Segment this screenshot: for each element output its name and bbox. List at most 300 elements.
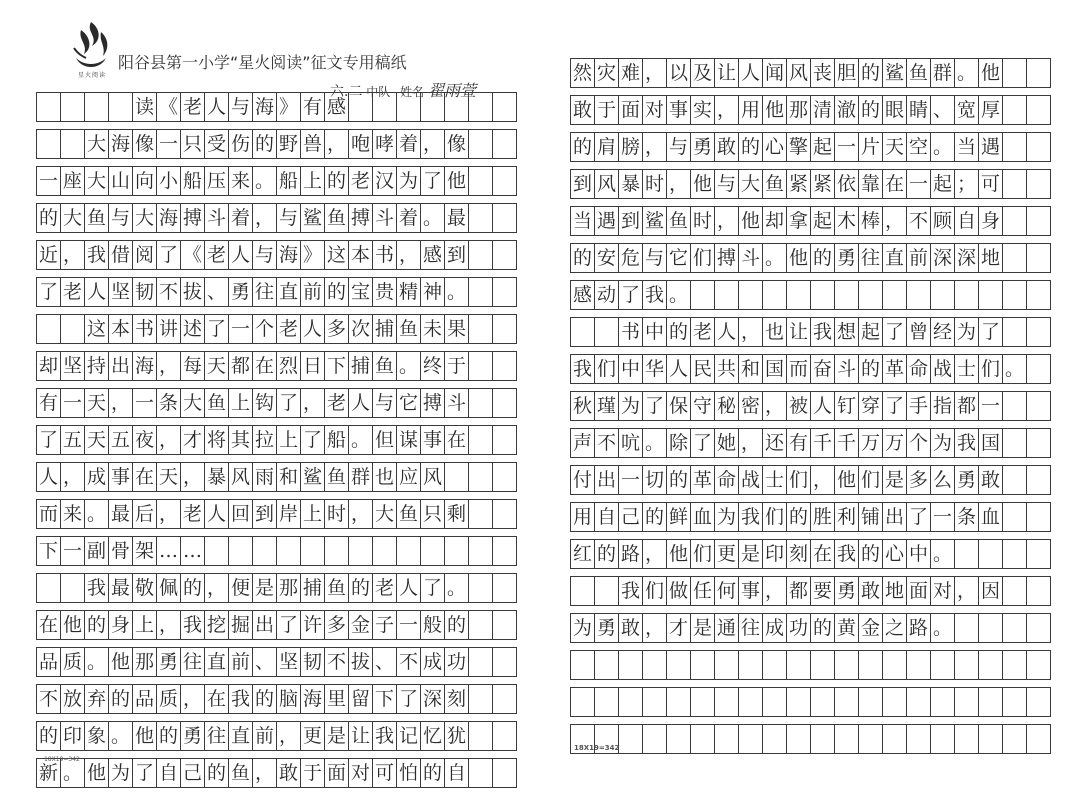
grid-cell: 老 <box>349 166 373 196</box>
grid-cell <box>469 721 493 751</box>
grid-cell <box>643 687 667 717</box>
grid-cell: ， <box>157 425 181 455</box>
grid-cell: 于 <box>445 351 469 381</box>
manuscript-row <box>570 280 1051 310</box>
grid-cell: 是 <box>883 465 907 495</box>
grid-cell <box>61 129 85 159</box>
grid-cell: 的 <box>643 502 667 532</box>
grid-cell <box>469 647 493 677</box>
grid-cell: 擎 <box>787 132 811 162</box>
grid-cell: 的 <box>787 502 811 532</box>
grid-cell <box>493 425 517 455</box>
grid-cell <box>1003 502 1027 532</box>
grid-cell <box>61 573 85 603</box>
grid-cell: 声 <box>571 428 595 458</box>
grid-cell: 经 <box>931 317 955 347</box>
grid-cell: 的 <box>667 317 691 347</box>
grid-cell: 为 <box>931 428 955 458</box>
grid-cell: 时 <box>643 169 667 199</box>
grid-cell: 鱼 <box>325 203 349 233</box>
grid-cell: 子 <box>373 610 397 640</box>
grid-cell: 近 <box>37 240 61 270</box>
grid-cell: 了 <box>619 280 643 310</box>
grid-cell: 胜 <box>811 502 835 532</box>
grid-cell: 们 <box>691 539 715 569</box>
grid-cell <box>979 650 1003 680</box>
grid-cell: 搏 <box>181 203 205 233</box>
manuscript-row <box>36 314 517 344</box>
grid-cell: 了 <box>277 388 301 418</box>
grid-cell <box>739 687 763 717</box>
grid-cell <box>955 687 979 717</box>
grid-cell: 的 <box>325 277 349 307</box>
grid-cell <box>907 280 931 310</box>
grid-cell: … <box>157 536 181 566</box>
grid-cell: 而 <box>787 354 811 384</box>
grid-cell: 勇 <box>835 576 859 606</box>
grid-cell: ， <box>253 203 277 233</box>
grid-cell: ， <box>301 388 325 418</box>
grid-cell <box>931 650 955 680</box>
grid-cell: 那 <box>133 647 157 677</box>
grid-cell: 其 <box>229 425 253 455</box>
grid-cell: 前 <box>253 721 277 751</box>
grid-cell <box>469 277 493 307</box>
grid-cell <box>1027 539 1051 569</box>
grid-cell: 敢 <box>277 758 301 788</box>
grid-cell <box>811 650 835 680</box>
grid-cell: 人 <box>715 317 739 347</box>
grid-cell: 往 <box>739 613 763 643</box>
grid-cell: 雨 <box>253 462 277 492</box>
grid-cell: 顾 <box>931 206 955 236</box>
grid-cell: 遇 <box>979 132 1003 162</box>
grid-cell <box>763 650 787 680</box>
grid-cell <box>739 280 763 310</box>
grid-cell: 着 <box>229 203 253 233</box>
grid-cell: 一 <box>907 169 931 199</box>
grid-cell <box>763 724 787 754</box>
grid-cell: ， <box>883 206 907 236</box>
grid-cell: 事 <box>109 462 133 492</box>
grid-cell: 密 <box>739 391 763 421</box>
grid-cell: 紧 <box>811 169 835 199</box>
grid-cell <box>811 687 835 717</box>
grid-cell: 在 <box>253 351 277 381</box>
grid-cell: 革 <box>883 354 907 384</box>
grid-cell: 贵 <box>373 277 397 307</box>
grid-cell: 老 <box>61 277 85 307</box>
grid-cell <box>907 650 931 680</box>
grid-cell <box>859 280 883 310</box>
grid-cell <box>1027 206 1051 236</box>
grid-cell: 曾 <box>907 317 931 347</box>
grid-cell: 了 <box>37 425 61 455</box>
grid-cell: 回 <box>229 499 253 529</box>
grid-cell: 终 <box>421 351 445 381</box>
grid-cell: 坚 <box>109 277 133 307</box>
grid-cell: 前 <box>301 277 325 307</box>
grid-cell: 一 <box>931 502 955 532</box>
paper-header-title: 阳谷县第一小学“星火阅读”征文专用稿纸 <box>118 53 407 72</box>
grid-cell <box>493 573 517 603</box>
grid-cell: 木 <box>835 206 859 236</box>
grid-cell: 上 <box>229 388 253 418</box>
grid-cell: 我 <box>181 610 205 640</box>
grid-cell: 鱼 <box>373 351 397 381</box>
grid-cell <box>1027 391 1051 421</box>
grid-cell <box>469 129 493 159</box>
grid-cell: 中 <box>643 317 667 347</box>
grid-cell: 指 <box>931 391 955 421</box>
grid-cell: ， <box>325 129 349 159</box>
grid-cell: 何 <box>715 576 739 606</box>
grid-cell: 鱼 <box>85 203 109 233</box>
grid-cell: 鱼 <box>325 573 349 603</box>
grid-cell <box>493 203 517 233</box>
grid-cell: 手 <box>907 391 931 421</box>
grid-cell: 的 <box>157 721 181 751</box>
grid-cell: 了 <box>883 317 907 347</box>
grid-cell: 肩 <box>595 132 619 162</box>
grid-cell: 人 <box>349 388 373 418</box>
grid-cell: 身 <box>109 610 133 640</box>
grid-cell: 命 <box>907 354 931 384</box>
grid-cell: 大 <box>739 169 763 199</box>
grid-cell: 鱼 <box>325 462 349 492</box>
grid-cell: 命 <box>715 465 739 495</box>
grid-cell: 我 <box>373 721 397 751</box>
grid-cell: 捕 <box>349 351 373 381</box>
grid-cell <box>643 650 667 680</box>
grid-cell: 空 <box>907 132 931 162</box>
grid-cell: 他 <box>445 166 469 196</box>
grid-cell: 了 <box>691 428 715 458</box>
grid-cell: 为 <box>571 613 595 643</box>
grid-cell: 大 <box>85 129 109 159</box>
grid-cell: 海 <box>157 203 181 233</box>
grid-cell: 他 <box>133 721 157 751</box>
grid-cell <box>1003 428 1027 458</box>
grid-cell: ， <box>421 129 445 159</box>
grid-cell: 金 <box>859 613 883 643</box>
grid-cell: 而 <box>37 499 61 529</box>
grid-cell <box>979 613 1003 643</box>
grid-cell: 己 <box>181 758 205 788</box>
grid-cell: 成 <box>85 462 109 492</box>
grid-cell: 安 <box>595 243 619 273</box>
grid-cell: 了 <box>421 166 445 196</box>
manuscript-row <box>36 425 517 455</box>
flame-logo-icon <box>68 18 114 74</box>
grid-cell <box>469 240 493 270</box>
manuscript-row <box>570 169 1051 199</box>
grid-cell: 与 <box>643 243 667 273</box>
grid-cell <box>349 536 373 566</box>
grid-cell <box>61 314 85 344</box>
grid-cell <box>1003 243 1027 273</box>
grid-cell <box>715 650 739 680</box>
grid-cell: 她 <box>715 428 739 458</box>
grid-cell: 厚 <box>979 95 1003 125</box>
grid-cell: 船 <box>181 166 205 196</box>
grid-cell: 出 <box>883 502 907 532</box>
grid-cell: 付 <box>571 465 595 495</box>
grid-cell: 难 <box>619 58 643 88</box>
grid-cell: 条 <box>157 388 181 418</box>
grid-cell: 眼 <box>883 95 907 125</box>
grid-cell: 人 <box>739 58 763 88</box>
grid-cell: 一 <box>133 388 157 418</box>
grid-cell: 不 <box>907 206 931 236</box>
grid-cell: 坚 <box>277 647 301 677</box>
grid-cell: 未 <box>421 314 445 344</box>
grid-cell: 敢 <box>619 613 643 643</box>
grid-cell <box>595 650 619 680</box>
grid-cell: 瑾 <box>595 391 619 421</box>
grid-cell: 下 <box>37 536 61 566</box>
grid-cell: 了 <box>301 425 325 455</box>
grid-cell: ， <box>253 758 277 788</box>
grid-cell <box>619 687 643 717</box>
grid-cell: 的 <box>109 684 133 714</box>
manuscript-row <box>570 724 1051 754</box>
manuscript-row <box>36 499 517 529</box>
grid-cell: 敢 <box>715 132 739 162</box>
grid-cell: 片 <box>859 132 883 162</box>
grid-cell: 切 <box>643 465 667 495</box>
manuscript-row <box>570 465 1051 495</box>
grid-cell: ， <box>397 240 421 270</box>
grid-cell <box>445 462 469 492</box>
grid-cell: 下 <box>373 684 397 714</box>
grid-cell <box>619 650 643 680</box>
grid-cell: 出 <box>109 351 133 381</box>
grid-cell: 夜 <box>133 425 157 455</box>
grid-cell: 书 <box>373 240 397 270</box>
grid-cell <box>349 92 373 122</box>
grid-cell: 一 <box>37 166 61 196</box>
grid-cell: 海 <box>109 129 133 159</box>
grid-cell <box>37 92 61 122</box>
grid-cell: 深 <box>931 243 955 273</box>
grid-cell: 海 <box>301 684 325 714</box>
grid-cell: 敢 <box>571 95 595 125</box>
grid-cell <box>469 203 493 233</box>
grid-cell: 与 <box>229 92 253 122</box>
grid-cell: 留 <box>349 684 373 714</box>
grid-cell: 金 <box>349 610 373 640</box>
grid-cell: 象 <box>85 721 109 751</box>
grid-cell: 钩 <box>253 388 277 418</box>
grid-cell: 人 <box>205 499 229 529</box>
grid-cell: 的 <box>811 613 835 643</box>
grid-cell: 人 <box>85 277 109 307</box>
grid-cell: 不 <box>157 277 181 307</box>
grid-cell: 感 <box>571 280 595 310</box>
grid-cell: 他 <box>109 647 133 677</box>
grid-cell: 靠 <box>859 169 883 199</box>
grid-cell <box>955 280 979 310</box>
grid-cell <box>787 650 811 680</box>
grid-cell: 下 <box>325 351 349 381</box>
grid-cell <box>811 724 835 754</box>
grid-cell <box>835 724 859 754</box>
grid-cell <box>397 536 421 566</box>
grid-cell <box>373 92 397 122</box>
grid-cell <box>85 92 109 122</box>
grid-cell: 更 <box>301 721 325 751</box>
grid-cell <box>469 351 493 381</box>
grid-cell <box>667 724 691 754</box>
grid-cell: ， <box>643 613 667 643</box>
grid-cell: 怕 <box>397 758 421 788</box>
grid-cell <box>571 576 595 606</box>
grid-cell: 的 <box>859 58 883 88</box>
left-grid <box>36 92 517 788</box>
grid-cell: 起 <box>811 206 835 236</box>
grid-cell <box>1003 539 1027 569</box>
grid-cell: 我 <box>619 576 643 606</box>
grid-cell: 铺 <box>859 502 883 532</box>
grid-cell: 咆 <box>349 129 373 159</box>
grid-cell: 到 <box>253 499 277 529</box>
grid-cell: 记 <box>397 721 421 751</box>
grid-cell: … <box>181 536 205 566</box>
name-label: 姓名 <box>400 85 425 99</box>
grid-cell <box>859 687 883 717</box>
grid-cell <box>715 280 739 310</box>
grid-cell: 吭 <box>619 428 643 458</box>
grid-cell <box>787 687 811 717</box>
grid-cell: 、 <box>931 95 955 125</box>
manuscript-row <box>570 576 1051 606</box>
grid-cell: 韧 <box>133 277 157 307</box>
grid-cell: 的 <box>739 132 763 162</box>
manuscript-row <box>36 721 517 751</box>
grid-cell: 。 <box>643 428 667 458</box>
manuscript-row <box>36 277 517 307</box>
grid-cell: 风 <box>595 169 619 199</box>
grid-cell: 岸 <box>277 499 301 529</box>
grid-cell: 。 <box>445 277 469 307</box>
grid-cell: 有 <box>787 428 811 458</box>
grid-cell: 我 <box>571 354 595 384</box>
grid-cell: 们 <box>595 354 619 384</box>
grid-cell <box>469 610 493 640</box>
grid-cell: 在 <box>811 539 835 569</box>
grid-cell: 。 <box>931 132 955 162</box>
grid-cell: 感 <box>421 240 445 270</box>
grid-cell: 当 <box>571 206 595 236</box>
grid-cell: 都 <box>787 576 811 606</box>
grid-cell: 们 <box>979 354 1003 384</box>
grid-cell <box>469 314 493 344</box>
grid-cell: 出 <box>595 465 619 495</box>
grid-cell <box>1003 391 1027 421</box>
grid-cell <box>835 650 859 680</box>
grid-cell: 的 <box>571 132 595 162</box>
grid-cell: 紧 <box>787 169 811 199</box>
grid-cell: 的 <box>445 610 469 640</box>
grid-cell: 来 <box>229 166 253 196</box>
grid-cell: 多 <box>325 610 349 640</box>
student-name: 翟雨萱 <box>427 81 476 100</box>
grid-cell: 那 <box>277 573 301 603</box>
grid-cell: 天 <box>205 351 229 381</box>
grid-cell <box>469 499 493 529</box>
grid-cell: 人 <box>205 92 229 122</box>
grid-cell: 他 <box>979 58 1003 88</box>
grid-cell <box>643 724 667 754</box>
grid-cell <box>907 724 931 754</box>
grid-cell: 一 <box>619 465 643 495</box>
grid-cell <box>373 536 397 566</box>
grid-cell: 们 <box>763 502 787 532</box>
grid-cell: 大 <box>133 203 157 233</box>
grid-cell: 了 <box>421 573 445 603</box>
grid-cell: 着 <box>397 129 421 159</box>
grid-cell <box>1027 95 1051 125</box>
grid-cell: 了 <box>133 758 157 788</box>
grid-cell: 书 <box>133 314 157 344</box>
grid-cell: 自 <box>955 206 979 236</box>
grid-cell <box>715 724 739 754</box>
grid-cell: 一 <box>397 610 421 640</box>
grid-cell: 上 <box>301 499 325 529</box>
grid-cell: 我 <box>229 684 253 714</box>
grid-cell: 我 <box>85 240 109 270</box>
grid-cell: 鱼 <box>397 499 421 529</box>
grid-cell <box>595 687 619 717</box>
grid-cell: 却 <box>763 206 787 236</box>
grid-cell: 们 <box>787 465 811 495</box>
grid-cell: 他 <box>85 758 109 788</box>
grid-cell: 》 <box>301 240 325 270</box>
grid-cell: 当 <box>955 132 979 162</box>
grid-cell: 五 <box>109 425 133 455</box>
grid-cell: 质 <box>61 647 85 677</box>
grid-cell <box>493 610 517 640</box>
grid-cell <box>1003 576 1027 606</box>
grid-cell <box>667 687 691 717</box>
grid-cell: 睛 <box>907 95 931 125</box>
grid-cell: 面 <box>907 576 931 606</box>
grid-cell <box>493 721 517 751</box>
grid-cell: 一 <box>229 314 253 344</box>
grid-cell: 为 <box>109 758 133 788</box>
grid-cell: 往 <box>205 721 229 751</box>
grid-cell: 。 <box>85 499 109 529</box>
grid-cell: 穿 <box>859 391 883 421</box>
grid-cell: 往 <box>253 277 277 307</box>
manuscript-row <box>36 573 517 603</box>
manuscript-row <box>36 647 517 677</box>
grid-cell: 成 <box>421 647 445 677</box>
grid-cell: 在 <box>883 169 907 199</box>
grid-cell <box>493 388 517 418</box>
grid-cell <box>1003 724 1027 754</box>
grid-cell <box>955 724 979 754</box>
grid-cell: 做 <box>667 576 691 606</box>
grid-cell: 与 <box>109 203 133 233</box>
grid-cell: 。 <box>445 573 469 603</box>
grid-cell: 战 <box>739 465 763 495</box>
grid-cell: 他 <box>739 206 763 236</box>
grid-cell: 精 <box>397 277 421 307</box>
grid-cell: 持 <box>85 351 109 381</box>
grid-cell: 着 <box>397 203 421 233</box>
